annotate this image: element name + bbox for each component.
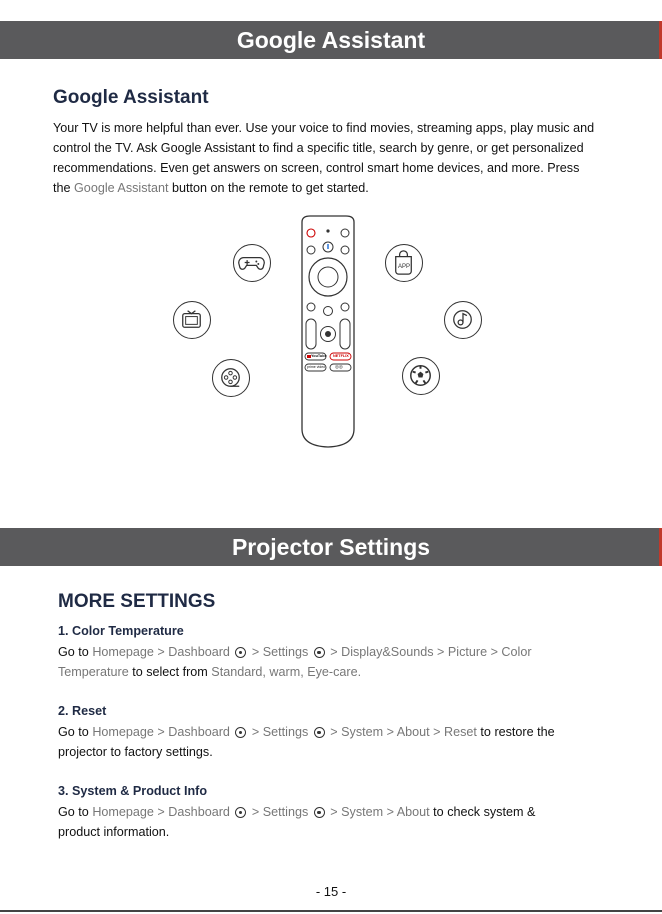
instruction-line xyxy=(58,662,648,682)
description-line-2: control the TV. Ask Google Assistant to find a specific title, search by genre, or get personalized xyxy=(53,141,584,155)
google-assistant-description xyxy=(53,118,653,198)
other-app-button: ◎◎ xyxy=(335,364,343,369)
text: > Settings xyxy=(248,645,312,659)
text: > System > About xyxy=(326,805,430,819)
footer-divider xyxy=(0,910,662,912)
text: > Settings xyxy=(248,805,312,819)
app-store-icon xyxy=(385,244,423,282)
film-reel-icon xyxy=(212,359,250,397)
gear-icon xyxy=(314,727,325,738)
text: Go to xyxy=(58,805,93,819)
gear-icon xyxy=(314,807,325,818)
text: Standard, warm, Eye-care. xyxy=(211,665,362,679)
reset-instructions xyxy=(58,722,648,762)
tv-icon xyxy=(173,301,211,339)
page-number: - 15 - xyxy=(315,884,347,899)
homepage-text: Homepage xyxy=(92,645,154,659)
instruction-line xyxy=(58,642,648,662)
prime-video-button: prime video xyxy=(307,365,326,369)
text: > Dashboard xyxy=(153,725,234,739)
gear-icon xyxy=(235,807,246,818)
banner-title: Projector Settings xyxy=(231,534,431,560)
instruction-line xyxy=(58,722,648,742)
color-temperature-instructions xyxy=(58,642,648,682)
google-assistant-link-text: Google Assistant xyxy=(74,181,169,195)
color-temperature-title: 1. Color Temperature xyxy=(58,624,184,638)
description-line-4 xyxy=(53,178,653,198)
text: > Dashboard xyxy=(153,805,234,819)
homepage-text: Homepage xyxy=(92,725,154,739)
text: button on the remote to get started. xyxy=(168,181,369,195)
description-line-1: Your TV is more helpful than ever. Use your voice to find movies, streaming apps, play music and xyxy=(53,121,595,135)
text: > Display&Sounds > Picture > Color xyxy=(326,645,532,659)
reset-title: 2. Reset xyxy=(58,704,107,718)
more-settings-heading: MORE SETTINGS xyxy=(58,591,216,612)
text: the xyxy=(53,181,75,195)
system-product-info-title: 3. System & Product Info xyxy=(58,784,208,798)
text: > System > About > Reset xyxy=(326,725,477,739)
system-product-info-instructions xyxy=(58,802,648,842)
text: > Settings xyxy=(248,725,312,739)
music-note-icon xyxy=(444,301,482,339)
gear-icon xyxy=(314,647,325,658)
remote-control xyxy=(298,214,358,450)
soccer-ball-icon xyxy=(402,357,440,395)
section-banner-projector-settings xyxy=(0,528,662,566)
description-line-3: recommendations. Even get answers on screen, control smart home devices, and more. Press xyxy=(53,161,580,175)
netflix-button: NETFLIX xyxy=(333,354,349,358)
text: Go to xyxy=(58,645,93,659)
app-label: APP xyxy=(397,264,410,270)
instruction-line xyxy=(58,802,648,822)
banner-title: Google Assistant xyxy=(236,27,426,53)
section-banner-google-assistant xyxy=(0,21,662,59)
gear-icon xyxy=(235,647,246,658)
text: to check system & xyxy=(429,805,536,819)
text: > Dashboard xyxy=(153,645,234,659)
google-assistant-heading: Google Assistant xyxy=(53,87,209,108)
text: to select from xyxy=(128,665,212,679)
text: Temperature xyxy=(58,665,129,679)
gear-icon xyxy=(235,727,246,738)
text: to restore the xyxy=(476,725,555,739)
text: Go to xyxy=(58,725,93,739)
instruction-line: projector to factory settings. xyxy=(58,745,213,759)
youtube-button: YouTube xyxy=(311,354,327,358)
gamepad-icon xyxy=(233,244,271,282)
homepage-text: Homepage xyxy=(92,805,154,819)
instruction-line: product information. xyxy=(58,825,170,839)
